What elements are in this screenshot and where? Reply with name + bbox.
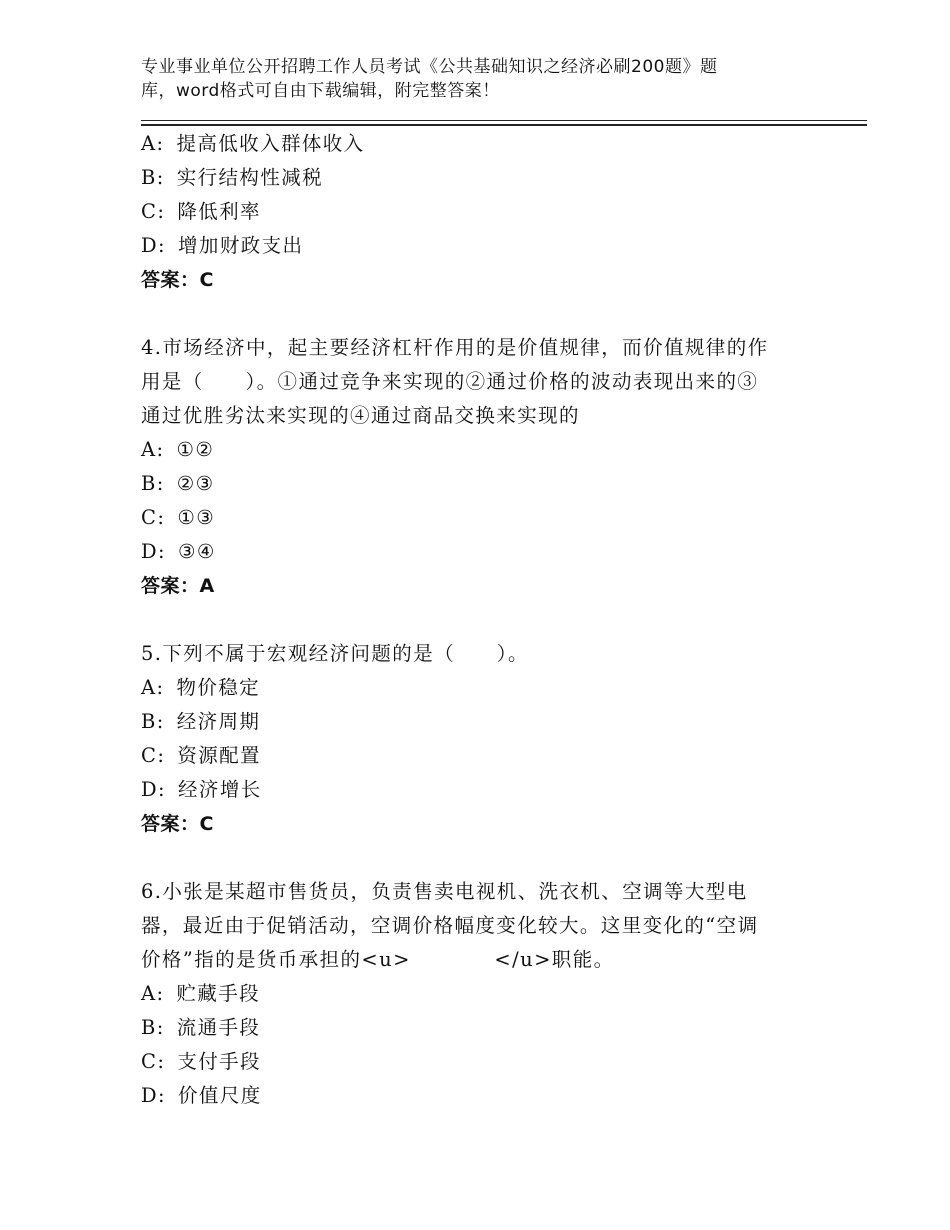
option-text: 物价稳定 <box>176 676 261 699</box>
option-text: ①③ <box>177 506 216 529</box>
option-text: ②③ <box>176 472 215 495</box>
option-key: A <box>141 132 157 155</box>
option-text: 贮藏手段 <box>176 982 261 1005</box>
option-a: A : 贮藏手段 <box>141 977 821 1011</box>
option-key: B <box>141 710 157 733</box>
option-key: D <box>141 1084 159 1107</box>
option-text: 降低利率 <box>177 200 261 223</box>
answer-line: 答案：C <box>141 269 214 291</box>
option-b: B : ②③ <box>141 467 821 501</box>
option-text: 资源配置 <box>177 744 261 767</box>
document-body <box>141 127 821 1113</box>
document-header <box>141 55 781 103</box>
option-key: A <box>141 676 157 699</box>
option-key: C <box>141 506 158 529</box>
option-key: A <box>141 982 157 1005</box>
option-key: C <box>141 744 158 767</box>
question-stem-line: 器，最近由于促销活动，空调价格幅度变化较大。这里变化的“空调 <box>141 914 759 937</box>
option-c: C : ①③ <box>141 501 821 535</box>
option-key: B <box>141 166 157 189</box>
question-5 <box>141 637 821 841</box>
option-key: D <box>141 778 159 801</box>
question-stem-line: 用是（ ）。①通过竞争来实现的②通过价格的波动表现出来的③ <box>141 370 759 393</box>
option-b: B : 实行结构性减税 <box>141 161 821 195</box>
option-a: A : 提高低收入群体收入 <box>141 127 821 161</box>
option-text: ①② <box>176 438 215 461</box>
option-a: A : 物价稳定 <box>141 671 821 705</box>
question-stem-line: 通过优胜劣汰来实现的④通过商品交换来实现的 <box>141 404 580 427</box>
option-text: 价值尺度 <box>178 1084 262 1107</box>
option-c: C : 降低利率 <box>141 195 821 229</box>
question-3 <box>141 127 821 297</box>
option-text: 增加财政支出 <box>178 234 304 257</box>
question-stem-line: 6.小张是某超市售货员，负责售卖电视机、洗衣机、空调等大型电 <box>141 880 748 903</box>
option-text: 提高低收入群体收入 <box>176 132 365 155</box>
option-key: D <box>141 540 159 563</box>
option-text: 支付手段 <box>177 1050 261 1073</box>
header-line-2: 库，word格式可自由下载编辑，附完整答案！ <box>141 81 500 101</box>
option-d: D : ③④ <box>141 535 821 569</box>
option-d: D : 价值尺度 <box>141 1079 821 1113</box>
answer-line: 答案：A <box>141 575 215 597</box>
question-stem-line: 5.下列不属于宏观经济问题的是（ ）。 <box>141 642 529 665</box>
option-c: C : 资源配置 <box>141 739 821 773</box>
option-text: 经济增长 <box>178 778 262 801</box>
option-c: C : 支付手段 <box>141 1045 821 1079</box>
question-stem-line: 4.市场经济中，起主要经济杠杆作用的是价值规律，而价值规律的作 <box>141 336 769 359</box>
option-a: A : ①② <box>141 433 821 467</box>
option-key: A <box>141 438 157 461</box>
header-line-1: 专业事业单位公开招聘工作人员考试《公共基础知识之经济必刷200题》题 <box>141 57 718 77</box>
option-text: ③④ <box>178 540 216 563</box>
option-key: B <box>141 472 157 495</box>
option-key: C <box>141 1050 158 1073</box>
option-b: B : 流通手段 <box>141 1011 821 1045</box>
header-rule-thin <box>141 120 867 121</box>
question-stem-line: 价格”指的是货币承担的<u> </u>职能。 <box>141 948 615 971</box>
option-text: 实行结构性减税 <box>176 166 324 189</box>
answer-line: 答案：C <box>141 813 214 835</box>
option-key: C <box>141 200 158 223</box>
header-rule-thick <box>141 124 867 126</box>
option-d: D : 增加财政支出 <box>141 229 821 263</box>
option-key: B <box>141 1016 157 1039</box>
option-key: D <box>141 234 159 257</box>
question-4 <box>141 331 821 603</box>
option-b: B : 经济周期 <box>141 705 821 739</box>
option-d: D : 经济增长 <box>141 773 821 807</box>
option-text: 流通手段 <box>176 1016 261 1039</box>
option-text: 经济周期 <box>176 710 261 733</box>
question-6 <box>141 875 821 1113</box>
